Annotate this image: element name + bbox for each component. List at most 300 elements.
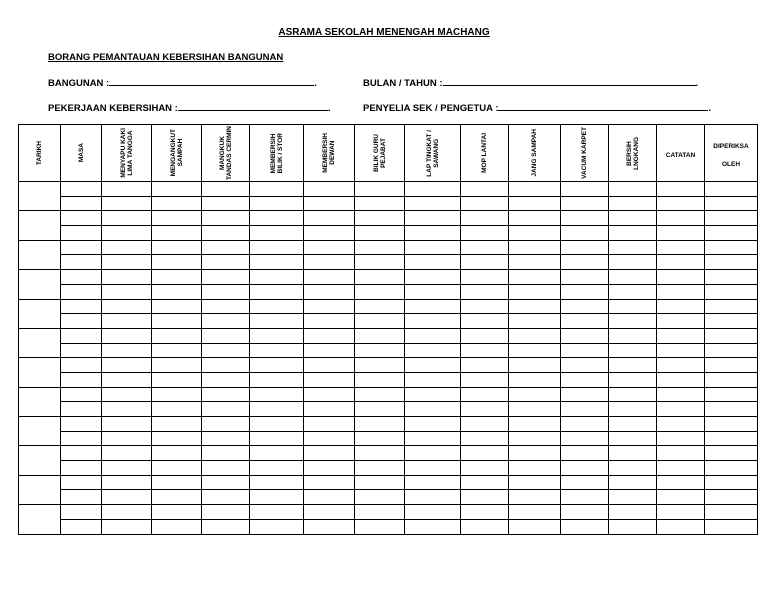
entry-cell[interactable] <box>102 284 152 299</box>
entry-cell[interactable] <box>405 196 461 211</box>
entry-cell[interactable] <box>102 211 152 226</box>
entry-cell[interactable] <box>609 240 657 255</box>
date-cell[interactable] <box>19 240 61 269</box>
entry-cell[interactable] <box>461 490 509 505</box>
entry-cell[interactable] <box>250 299 304 314</box>
entry-cell[interactable] <box>461 240 509 255</box>
entry-cell[interactable] <box>61 505 102 520</box>
entry-cell[interactable] <box>657 255 705 270</box>
entry-cell[interactable] <box>609 505 657 520</box>
entry-cell[interactable] <box>355 343 405 358</box>
entry-cell[interactable] <box>509 270 561 285</box>
entry-cell[interactable] <box>705 461 758 476</box>
entry-cell[interactable] <box>355 358 405 373</box>
entry-cell[interactable] <box>61 343 102 358</box>
entry-cell[interactable] <box>304 372 355 387</box>
entry-cell[interactable] <box>461 226 509 241</box>
entry-cell[interactable] <box>509 328 561 343</box>
entry-cell[interactable] <box>202 505 250 520</box>
entry-cell[interactable] <box>102 343 152 358</box>
entry-cell[interactable] <box>609 387 657 402</box>
entry-cell[interactable] <box>405 490 461 505</box>
entry-cell[interactable] <box>152 461 202 476</box>
entry-cell[interactable] <box>250 226 304 241</box>
entry-cell[interactable] <box>509 226 561 241</box>
entry-cell[interactable] <box>657 358 705 373</box>
entry-cell[interactable] <box>405 299 461 314</box>
entry-cell[interactable] <box>657 431 705 446</box>
entry-cell[interactable] <box>561 431 609 446</box>
entry-cell[interactable] <box>609 402 657 417</box>
entry-cell[interactable] <box>461 431 509 446</box>
entry-cell[interactable] <box>561 314 609 329</box>
entry-cell[interactable] <box>202 475 250 490</box>
entry-cell[interactable] <box>705 343 758 358</box>
entry-cell[interactable] <box>509 431 561 446</box>
entry-cell[interactable] <box>705 505 758 520</box>
entry-cell[interactable] <box>61 519 102 534</box>
entry-cell[interactable] <box>355 505 405 520</box>
date-cell[interactable] <box>19 505 61 534</box>
entry-cell[interactable] <box>561 211 609 226</box>
pekerjaan-input-line[interactable] <box>178 101 328 111</box>
date-cell[interactable] <box>19 475 61 504</box>
entry-cell[interactable] <box>152 402 202 417</box>
entry-cell[interactable] <box>405 417 461 432</box>
entry-cell[interactable] <box>509 284 561 299</box>
entry-cell[interactable] <box>304 211 355 226</box>
entry-cell[interactable] <box>355 387 405 402</box>
entry-cell[interactable] <box>202 519 250 534</box>
entry-cell[interactable] <box>509 240 561 255</box>
entry-cell[interactable] <box>202 402 250 417</box>
entry-cell[interactable] <box>705 270 758 285</box>
entry-cell[interactable] <box>202 226 250 241</box>
entry-cell[interactable] <box>250 505 304 520</box>
penyelia-input-line[interactable] <box>498 101 708 111</box>
entry-cell[interactable] <box>102 182 152 197</box>
entry-cell[interactable] <box>355 255 405 270</box>
entry-cell[interactable] <box>509 490 561 505</box>
entry-cell[interactable] <box>202 343 250 358</box>
entry-cell[interactable] <box>509 446 561 461</box>
entry-cell[interactable] <box>355 299 405 314</box>
entry-cell[interactable] <box>102 240 152 255</box>
entry-cell[interactable] <box>304 328 355 343</box>
entry-cell[interactable] <box>61 211 102 226</box>
entry-cell[interactable] <box>250 417 304 432</box>
entry-cell[interactable] <box>609 328 657 343</box>
entry-cell[interactable] <box>609 431 657 446</box>
entry-cell[interactable] <box>61 314 102 329</box>
entry-cell[interactable] <box>657 505 705 520</box>
entry-cell[interactable] <box>61 226 102 241</box>
entry-cell[interactable] <box>705 387 758 402</box>
entry-cell[interactable] <box>102 387 152 402</box>
entry-cell[interactable] <box>152 226 202 241</box>
entry-cell[interactable] <box>250 343 304 358</box>
entry-cell[interactable] <box>705 431 758 446</box>
entry-cell[interactable] <box>61 299 102 314</box>
entry-cell[interactable] <box>152 211 202 226</box>
entry-cell[interactable] <box>657 461 705 476</box>
entry-cell[interactable] <box>561 270 609 285</box>
entry-cell[interactable] <box>61 475 102 490</box>
entry-cell[interactable] <box>355 314 405 329</box>
entry-cell[interactable] <box>250 446 304 461</box>
entry-cell[interactable] <box>657 402 705 417</box>
entry-cell[interactable] <box>609 446 657 461</box>
entry-cell[interactable] <box>250 182 304 197</box>
entry-cell[interactable] <box>609 255 657 270</box>
entry-cell[interactable] <box>657 446 705 461</box>
entry-cell[interactable] <box>202 196 250 211</box>
entry-cell[interactable] <box>202 431 250 446</box>
entry-cell[interactable] <box>705 255 758 270</box>
entry-cell[interactable] <box>461 211 509 226</box>
entry-cell[interactable] <box>250 519 304 534</box>
entry-cell[interactable] <box>152 314 202 329</box>
entry-cell[interactable] <box>61 270 102 285</box>
entry-cell[interactable] <box>102 270 152 285</box>
entry-cell[interactable] <box>304 226 355 241</box>
entry-cell[interactable] <box>705 358 758 373</box>
entry-cell[interactable] <box>705 182 758 197</box>
entry-cell[interactable] <box>304 358 355 373</box>
entry-cell[interactable] <box>609 196 657 211</box>
entry-cell[interactable] <box>405 182 461 197</box>
entry-cell[interactable] <box>657 343 705 358</box>
entry-cell[interactable] <box>705 240 758 255</box>
entry-cell[interactable] <box>405 431 461 446</box>
entry-cell[interactable] <box>509 211 561 226</box>
entry-cell[interactable] <box>657 226 705 241</box>
entry-cell[interactable] <box>202 387 250 402</box>
entry-cell[interactable] <box>609 284 657 299</box>
entry-cell[interactable] <box>609 270 657 285</box>
entry-cell[interactable] <box>705 284 758 299</box>
entry-cell[interactable] <box>657 211 705 226</box>
entry-cell[interactable] <box>705 196 758 211</box>
entry-cell[interactable] <box>405 314 461 329</box>
entry-cell[interactable] <box>355 328 405 343</box>
entry-cell[interactable] <box>152 505 202 520</box>
entry-cell[interactable] <box>509 358 561 373</box>
entry-cell[interactable] <box>304 314 355 329</box>
entry-cell[interactable] <box>461 461 509 476</box>
entry-cell[interactable] <box>461 358 509 373</box>
entry-cell[interactable] <box>657 387 705 402</box>
entry-cell[interactable] <box>561 343 609 358</box>
entry-cell[interactable] <box>355 226 405 241</box>
entry-cell[interactable] <box>705 475 758 490</box>
entry-cell[interactable] <box>250 431 304 446</box>
entry-cell[interactable] <box>609 475 657 490</box>
entry-cell[interactable] <box>102 372 152 387</box>
entry-cell[interactable] <box>152 417 202 432</box>
entry-cell[interactable] <box>405 402 461 417</box>
entry-cell[interactable] <box>355 182 405 197</box>
entry-cell[interactable] <box>609 182 657 197</box>
entry-cell[interactable] <box>405 255 461 270</box>
entry-cell[interactable] <box>405 505 461 520</box>
entry-cell[interactable] <box>509 372 561 387</box>
entry-cell[interactable] <box>561 372 609 387</box>
entry-cell[interactable] <box>152 284 202 299</box>
entry-cell[interactable] <box>609 343 657 358</box>
entry-cell[interactable] <box>304 431 355 446</box>
entry-cell[interactable] <box>355 270 405 285</box>
entry-cell[interactable] <box>250 372 304 387</box>
entry-cell[interactable] <box>657 182 705 197</box>
entry-cell[interactable] <box>250 402 304 417</box>
entry-cell[interactable] <box>561 284 609 299</box>
entry-cell[interactable] <box>509 417 561 432</box>
entry-cell[interactable] <box>152 431 202 446</box>
entry-cell[interactable] <box>152 343 202 358</box>
entry-cell[interactable] <box>202 446 250 461</box>
date-cell[interactable] <box>19 270 61 299</box>
entry-cell[interactable] <box>509 505 561 520</box>
entry-cell[interactable] <box>152 387 202 402</box>
entry-cell[interactable] <box>461 519 509 534</box>
entry-cell[interactable] <box>657 314 705 329</box>
entry-cell[interactable] <box>102 475 152 490</box>
entry-cell[interactable] <box>102 299 152 314</box>
entry-cell[interactable] <box>609 358 657 373</box>
entry-cell[interactable] <box>509 519 561 534</box>
entry-cell[interactable] <box>152 240 202 255</box>
entry-cell[interactable] <box>561 182 609 197</box>
date-cell[interactable] <box>19 182 61 211</box>
date-cell[interactable] <box>19 358 61 387</box>
entry-cell[interactable] <box>705 417 758 432</box>
entry-cell[interactable] <box>61 387 102 402</box>
entry-cell[interactable] <box>509 461 561 476</box>
entry-cell[interactable] <box>405 240 461 255</box>
entry-cell[interactable] <box>509 402 561 417</box>
entry-cell[interactable] <box>250 461 304 476</box>
entry-cell[interactable] <box>657 328 705 343</box>
entry-cell[interactable] <box>405 358 461 373</box>
entry-cell[interactable] <box>152 299 202 314</box>
entry-cell[interactable] <box>61 240 102 255</box>
entry-cell[interactable] <box>705 446 758 461</box>
entry-cell[interactable] <box>250 358 304 373</box>
entry-cell[interactable] <box>405 270 461 285</box>
entry-cell[interactable] <box>355 461 405 476</box>
date-cell[interactable] <box>19 387 61 416</box>
entry-cell[interactable] <box>509 196 561 211</box>
entry-cell[interactable] <box>250 314 304 329</box>
entry-cell[interactable] <box>102 226 152 241</box>
entry-cell[interactable] <box>657 519 705 534</box>
entry-cell[interactable] <box>304 505 355 520</box>
entry-cell[interactable] <box>561 358 609 373</box>
entry-cell[interactable] <box>657 417 705 432</box>
entry-cell[interactable] <box>152 490 202 505</box>
entry-cell[interactable] <box>61 328 102 343</box>
entry-cell[interactable] <box>355 475 405 490</box>
entry-cell[interactable] <box>405 211 461 226</box>
entry-cell[interactable] <box>102 402 152 417</box>
entry-cell[interactable] <box>304 255 355 270</box>
entry-cell[interactable] <box>304 343 355 358</box>
entry-cell[interactable] <box>657 372 705 387</box>
entry-cell[interactable] <box>304 182 355 197</box>
entry-cell[interactable] <box>461 505 509 520</box>
entry-cell[interactable] <box>461 196 509 211</box>
entry-cell[interactable] <box>461 387 509 402</box>
entry-cell[interactable] <box>461 417 509 432</box>
entry-cell[interactable] <box>609 314 657 329</box>
entry-cell[interactable] <box>304 196 355 211</box>
entry-cell[interactable] <box>657 299 705 314</box>
entry-cell[interactable] <box>102 358 152 373</box>
entry-cell[interactable] <box>102 490 152 505</box>
entry-cell[interactable] <box>102 314 152 329</box>
entry-cell[interactable] <box>609 226 657 241</box>
entry-cell[interactable] <box>609 372 657 387</box>
entry-cell[interactable] <box>61 490 102 505</box>
entry-cell[interactable] <box>405 226 461 241</box>
entry-cell[interactable] <box>705 372 758 387</box>
entry-cell[interactable] <box>461 402 509 417</box>
entry-cell[interactable] <box>250 328 304 343</box>
entry-cell[interactable] <box>561 387 609 402</box>
entry-cell[interactable] <box>202 490 250 505</box>
entry-cell[interactable] <box>250 490 304 505</box>
entry-cell[interactable] <box>355 490 405 505</box>
entry-cell[interactable] <box>609 490 657 505</box>
entry-cell[interactable] <box>152 196 202 211</box>
entry-cell[interactable] <box>355 372 405 387</box>
entry-cell[interactable] <box>355 240 405 255</box>
entry-cell[interactable] <box>705 226 758 241</box>
entry-cell[interactable] <box>405 519 461 534</box>
entry-cell[interactable] <box>152 475 202 490</box>
entry-cell[interactable] <box>102 519 152 534</box>
entry-cell[interactable] <box>561 402 609 417</box>
date-cell[interactable] <box>19 211 61 240</box>
entry-cell[interactable] <box>202 372 250 387</box>
entry-cell[interactable] <box>250 387 304 402</box>
entry-cell[interactable] <box>152 446 202 461</box>
entry-cell[interactable] <box>304 240 355 255</box>
entry-cell[interactable] <box>509 299 561 314</box>
entry-cell[interactable] <box>152 182 202 197</box>
entry-cell[interactable] <box>405 475 461 490</box>
entry-cell[interactable] <box>250 240 304 255</box>
entry-cell[interactable] <box>102 417 152 432</box>
entry-cell[interactable] <box>657 270 705 285</box>
entry-cell[interactable] <box>102 328 152 343</box>
entry-cell[interactable] <box>304 387 355 402</box>
entry-cell[interactable] <box>202 182 250 197</box>
entry-cell[interactable] <box>705 299 758 314</box>
entry-cell[interactable] <box>561 446 609 461</box>
entry-cell[interactable] <box>202 255 250 270</box>
entry-cell[interactable] <box>61 431 102 446</box>
entry-cell[interactable] <box>152 519 202 534</box>
entry-cell[interactable] <box>304 446 355 461</box>
entry-cell[interactable] <box>202 358 250 373</box>
entry-cell[interactable] <box>304 299 355 314</box>
entry-cell[interactable] <box>509 255 561 270</box>
bangunan-input-line[interactable] <box>109 76 314 86</box>
entry-cell[interactable] <box>657 490 705 505</box>
entry-cell[interactable] <box>461 446 509 461</box>
entry-cell[interactable] <box>561 196 609 211</box>
entry-cell[interactable] <box>705 490 758 505</box>
entry-cell[interactable] <box>609 211 657 226</box>
entry-cell[interactable] <box>561 226 609 241</box>
entry-cell[interactable] <box>561 519 609 534</box>
entry-cell[interactable] <box>202 299 250 314</box>
entry-cell[interactable] <box>102 431 152 446</box>
entry-cell[interactable] <box>509 314 561 329</box>
entry-cell[interactable] <box>152 372 202 387</box>
entry-cell[interactable] <box>304 519 355 534</box>
entry-cell[interactable] <box>250 255 304 270</box>
entry-cell[interactable] <box>405 372 461 387</box>
entry-cell[interactable] <box>561 505 609 520</box>
date-cell[interactable] <box>19 446 61 475</box>
entry-cell[interactable] <box>304 475 355 490</box>
entry-cell[interactable] <box>250 475 304 490</box>
entry-cell[interactable] <box>509 182 561 197</box>
entry-cell[interactable] <box>405 461 461 476</box>
entry-cell[interactable] <box>202 240 250 255</box>
entry-cell[interactable] <box>202 284 250 299</box>
entry-cell[interactable] <box>509 387 561 402</box>
entry-cell[interactable] <box>355 196 405 211</box>
entry-cell[interactable] <box>61 284 102 299</box>
entry-cell[interactable] <box>355 446 405 461</box>
entry-cell[interactable] <box>405 387 461 402</box>
entry-cell[interactable] <box>561 417 609 432</box>
entry-cell[interactable] <box>61 255 102 270</box>
entry-cell[interactable] <box>657 196 705 211</box>
entry-cell[interactable] <box>461 328 509 343</box>
entry-cell[interactable] <box>609 417 657 432</box>
entry-cell[interactable] <box>304 284 355 299</box>
entry-cell[interactable] <box>102 461 152 476</box>
entry-cell[interactable] <box>461 284 509 299</box>
entry-cell[interactable] <box>405 284 461 299</box>
entry-cell[interactable] <box>152 270 202 285</box>
entry-cell[interactable] <box>705 314 758 329</box>
entry-cell[interactable] <box>405 446 461 461</box>
entry-cell[interactable] <box>61 461 102 476</box>
entry-cell[interactable] <box>304 402 355 417</box>
entry-cell[interactable] <box>152 358 202 373</box>
entry-cell[interactable] <box>102 446 152 461</box>
entry-cell[interactable] <box>561 475 609 490</box>
date-cell[interactable] <box>19 328 61 357</box>
entry-cell[interactable] <box>202 417 250 432</box>
entry-cell[interactable] <box>355 417 405 432</box>
entry-cell[interactable] <box>705 211 758 226</box>
entry-cell[interactable] <box>461 475 509 490</box>
entry-cell[interactable] <box>461 314 509 329</box>
entry-cell[interactable] <box>561 461 609 476</box>
entry-cell[interactable] <box>250 196 304 211</box>
entry-cell[interactable] <box>304 461 355 476</box>
entry-cell[interactable] <box>152 255 202 270</box>
entry-cell[interactable] <box>355 402 405 417</box>
entry-cell[interactable] <box>355 211 405 226</box>
